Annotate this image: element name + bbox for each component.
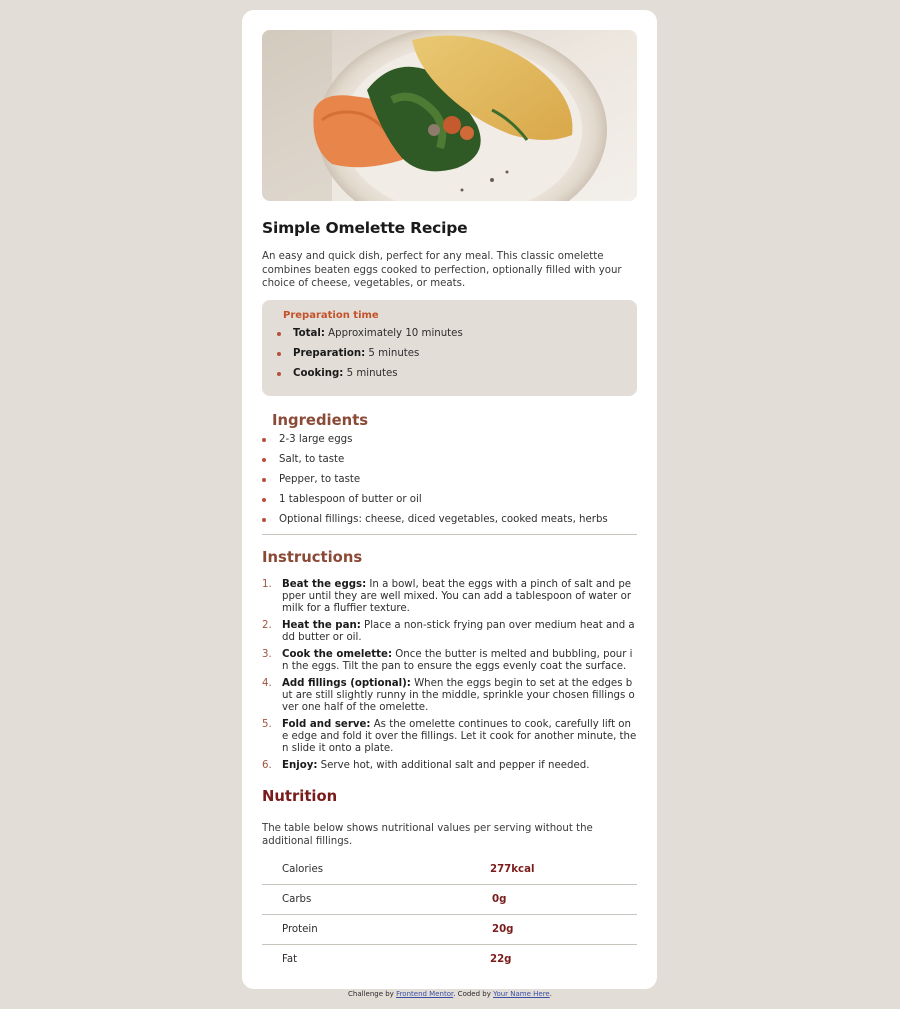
nutrition-label: Fat bbox=[282, 954, 298, 966]
table-row bbox=[262, 855, 637, 885]
frontend-mentor-link[interactable]: Frontend Mentor bbox=[396, 990, 454, 998]
ingredient-item: Pepper, to taste bbox=[279, 473, 637, 493]
instructions-title: Instructions bbox=[262, 548, 363, 566]
recipe-intro: An easy and quick dish, perfect for any meal. This classic omelette combines beaten eggs cooked to perfection, optionally filled with your choice of cheese, vegetables, or meats. bbox=[262, 251, 622, 290]
nutrition-table bbox=[262, 855, 637, 975]
table-row bbox=[262, 915, 637, 945]
preparation-title: Preparation time bbox=[283, 309, 379, 321]
ingredient-item: Optional fillings: cheese, diced vegetables, cooked meats, herbs bbox=[279, 513, 637, 533]
instruction-step: 4. Add fillings (optional): When the eggs begin to set at the edges but are still slightly runny in the middle, sprinkle your chosen fillings over one half of the omelette. bbox=[262, 677, 635, 713]
nutrition-label: Protein bbox=[282, 923, 318, 935]
prep-item-cooking: Cooking: 5 minutes bbox=[283, 367, 617, 387]
nutrition-label: Calories bbox=[282, 863, 324, 875]
table-row bbox=[262, 885, 637, 915]
ingredient-item: 2-3 large eggs bbox=[279, 433, 637, 453]
table-row bbox=[262, 945, 637, 975]
attribution-footer: Challenge by Frontend Mentor. Coded by Your Name Here. bbox=[348, 990, 552, 998]
ingredient-item: Salt, to taste bbox=[279, 453, 637, 473]
recipe-title: Simple Omelette Recipe bbox=[262, 219, 468, 237]
instruction-step: 1. Beat the eggs: In a bowl, beat the eggs with a pinch of salt and pepper until they are well mixed. You can add a tablespoon of water or milk for a fluffier texture. bbox=[262, 578, 632, 614]
instruction-step: 3. Cook the omelette: Once the butter is melted and bubbling, pour in the eggs. Tilt the pan to ensure the eggs evenly coat the surface. bbox=[262, 648, 633, 672]
nutrition-description: The table below shows nutritional values per serving without the additional fillings. bbox=[262, 822, 593, 848]
instruction-step: 2. Heat the pan: Place a non-stick frying pan over medium heat and add butter or oil. bbox=[262, 619, 635, 643]
instructions-list bbox=[262, 579, 637, 772]
preparation-box bbox=[262, 300, 637, 396]
recipe-card bbox=[242, 10, 657, 989]
nutrition-label: Carbs bbox=[282, 893, 312, 905]
author-link[interactable]: Your Name Here bbox=[493, 990, 550, 998]
omelette-photo bbox=[262, 30, 637, 201]
nutrition-value: 22g bbox=[490, 954, 512, 966]
section-divider bbox=[262, 534, 637, 535]
instruction-step: 6. Enjoy: Serve hot, with additional salt and pepper if needed. bbox=[262, 759, 590, 771]
nutrition-value: 20g bbox=[492, 923, 514, 935]
prep-item-preparation: Preparation: 5 minutes bbox=[283, 347, 617, 367]
preparation-list bbox=[283, 327, 617, 387]
nutrition-value: 277kcal bbox=[490, 863, 535, 875]
nutrition-title: Nutrition bbox=[262, 787, 338, 805]
instruction-step: 5. Fold and serve: As the omelette continues to cook, carefully lift one edge and fold it over the fillings. Let it cook for another minute, then slide it onto a plate. bbox=[262, 718, 637, 754]
nutrition-value: 0g bbox=[492, 893, 507, 905]
ingredient-item: 1 tablespoon of butter or oil bbox=[279, 493, 637, 513]
ingredients-title: Ingredients bbox=[272, 411, 369, 429]
ingredients-list bbox=[262, 433, 637, 533]
prep-item-total: Total: Approximately 10 minutes bbox=[283, 327, 617, 347]
